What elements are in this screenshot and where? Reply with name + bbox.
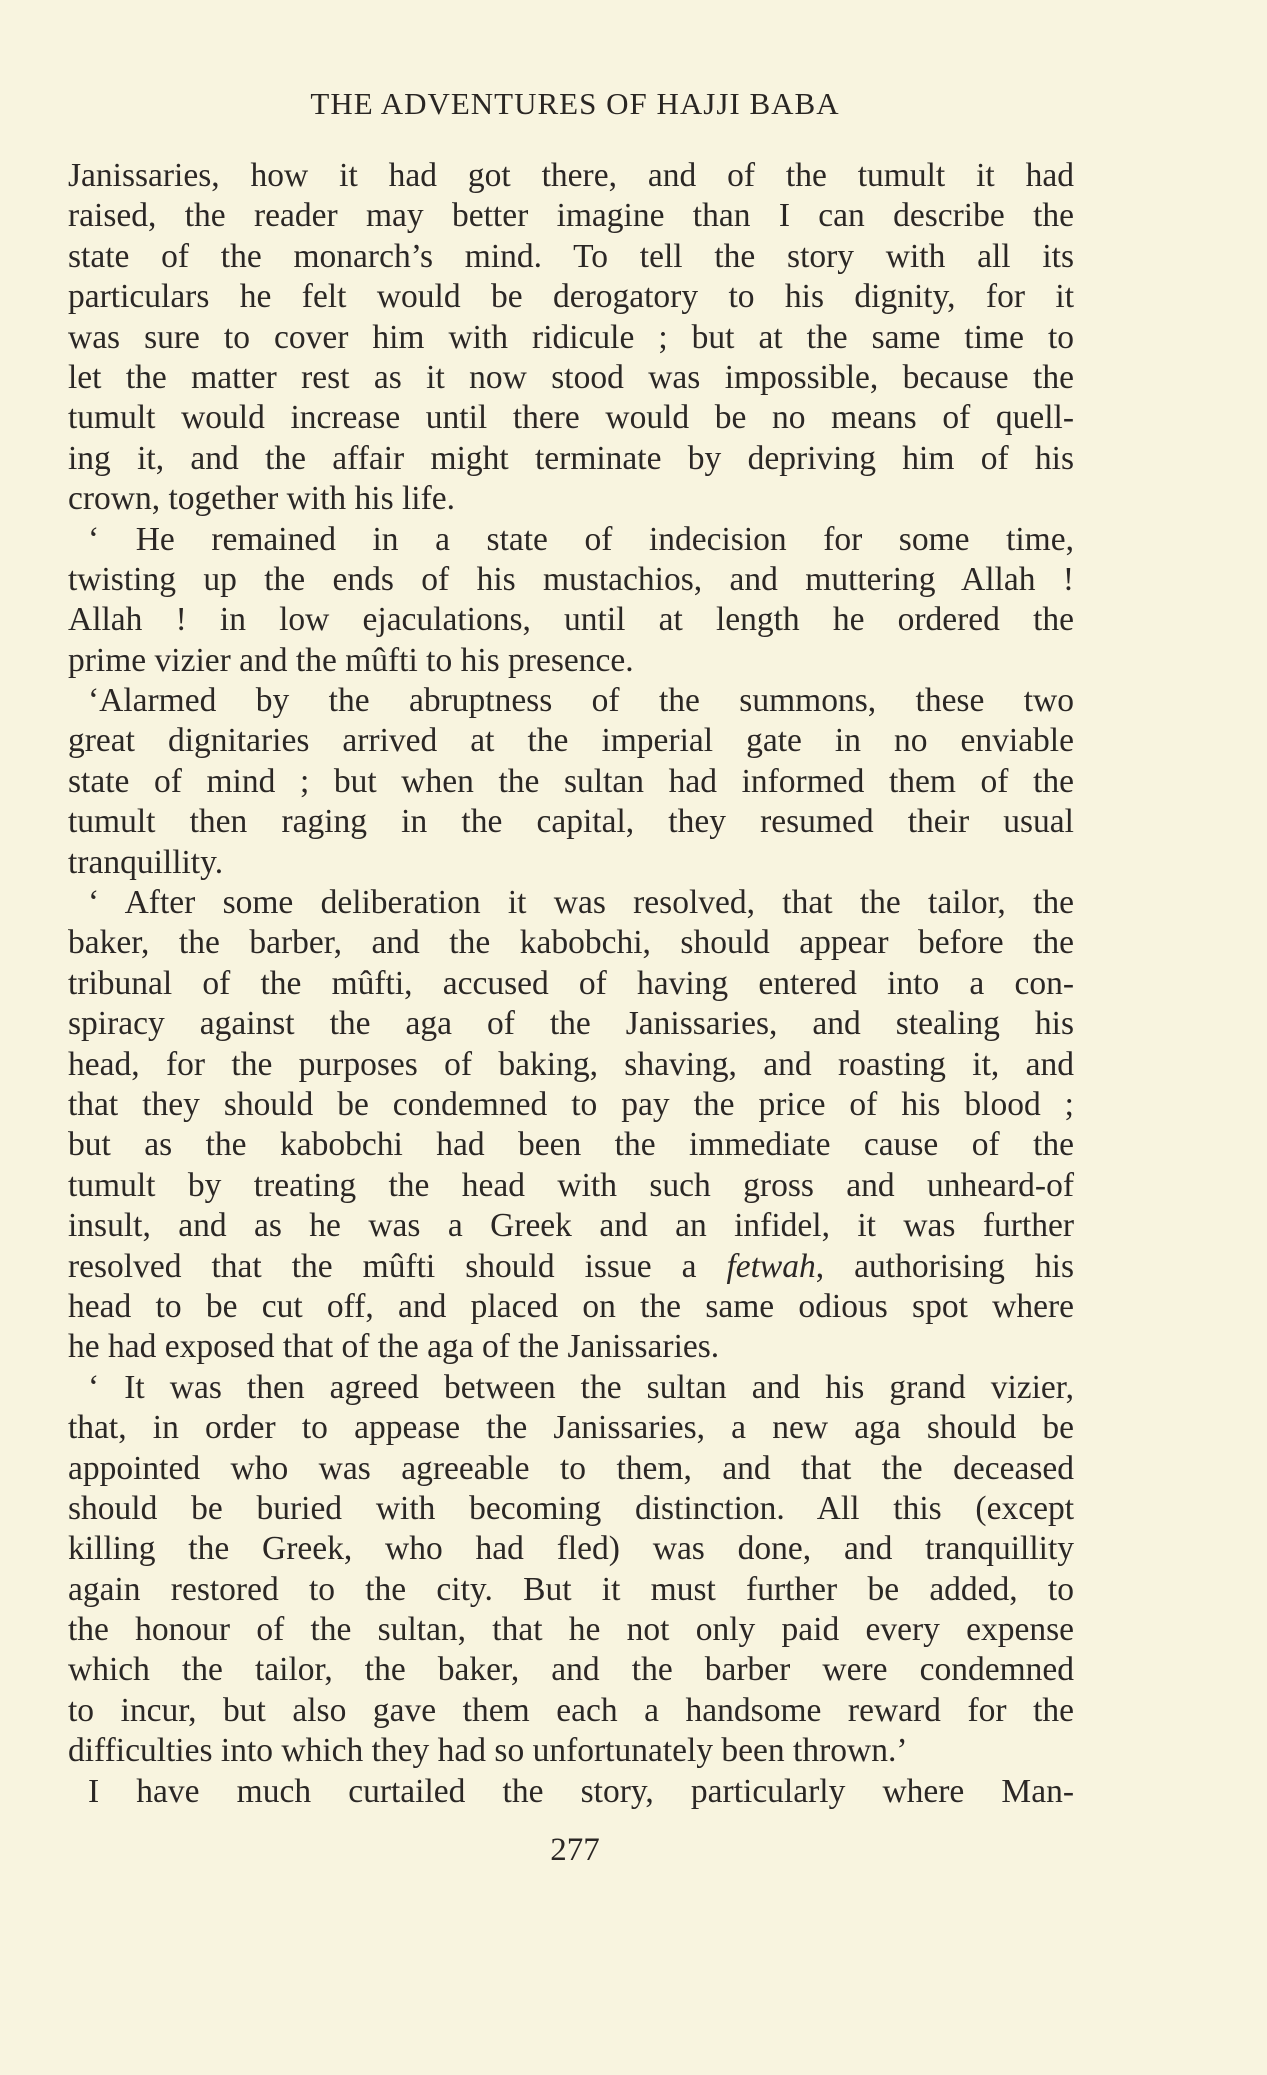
italic-term: fetwah	[726, 1247, 816, 1285]
text-line: let the matter rest as it now stood was impossible, because the	[68, 358, 1074, 396]
text-line: appointed who was agreeable to them, and that the deceased	[68, 1449, 1074, 1487]
running-head: THE ADVENTURES OF HAJJI BABA	[310, 86, 840, 121]
text-line: ‘ It was then agreed between the sultan and his grand vizier,	[88, 1368, 1074, 1406]
text-line: particulars he felt would be derogatory to his dignity, for it	[68, 278, 1074, 316]
text-line: twisting up the ends of his mustachios, and muttering Allah !	[68, 560, 1074, 598]
text-line: tumult then raging in the capital, they resumed their usual	[68, 803, 1074, 841]
text-segment: resolved that the mûfti should issue a	[68, 1247, 727, 1285]
text-line: that they should be condemned to pay the price of his blood ;	[68, 1085, 1074, 1123]
text-line: which the tailor, the baker, and the barber were condemned	[68, 1651, 1074, 1689]
text-segment: , authorising his	[815, 1247, 1074, 1285]
body-text	[68, 156, 1074, 1812]
text-line: head to be cut off, and placed on the same odious spot where	[68, 1287, 1074, 1325]
text-line: prime vizier and the mûfti to his presence.	[68, 641, 634, 679]
text-line: ‘ He remained in a state of indecision for some time,	[88, 520, 1074, 558]
text-line: tranquillity.	[68, 843, 224, 881]
text-line: ing it, and the affair might terminate by depriving him of his	[68, 439, 1074, 477]
text-line: Janissaries, how it had got there, and of the tumult it had	[68, 157, 1074, 194]
text-line: was sure to cover him with ridicule ; but at the same time to	[68, 318, 1074, 356]
text-line: tumult by treating the head with such gross and unheard-of	[68, 1166, 1074, 1204]
text-line: state of mind ; but when the sultan had informed them of the	[68, 762, 1074, 800]
text-line: difficulties into which they had so unfortunately been thrown.’	[68, 1732, 908, 1770]
text-line	[68, 1247, 1074, 1287]
text-line: ‘Alarmed by the abruptness of the summons, these two	[88, 682, 1074, 720]
text-line: baker, the barber, and the kabobchi, should appear before the	[68, 924, 1074, 962]
text-line: raised, the reader may better imagine than I can describe the	[68, 197, 1074, 235]
text-line: killing the Greek, who had fled) was done, and tranquillity	[68, 1530, 1074, 1568]
text-line: that, in order to appease the Janissaries, a new aga should be	[68, 1409, 1074, 1447]
text-line: should be buried with becoming distinction. All this (except	[68, 1489, 1074, 1527]
text-line: great dignitaries arrived at the imperial gate in no enviable	[68, 722, 1074, 760]
text-line: ‘ After some deliberation it was resolved, that the tailor, the	[88, 884, 1074, 922]
text-line: but as the kabobchi had been the immediate cause of the	[68, 1126, 1074, 1164]
text-line: state of the monarch’s mind. To tell the story with all its	[68, 237, 1074, 275]
text-line: Allah ! in low ejaculations, until at length he ordered the	[68, 601, 1074, 639]
text-line: again restored to the city. But it must further be added, to	[68, 1570, 1074, 1608]
text-line: crown, together with his life.	[68, 480, 456, 518]
text-line: he had exposed that of the aga of the Janissaries.	[68, 1328, 720, 1366]
text-line: I have much curtailed the story, particularly where Man-	[88, 1772, 1074, 1810]
text-line: tribunal of the mûfti, accused of having entered into a con-	[68, 964, 1074, 1002]
text-line: the honour of the sultan, that he not only paid every expense	[68, 1611, 1074, 1649]
page-number: 277	[550, 1832, 600, 1868]
text-line: insult, and as he was a Greek and an infidel, it was further	[68, 1207, 1074, 1245]
text-line: to incur, but also gave them each a handsome reward for the	[68, 1691, 1074, 1729]
text-line: spiracy against the aga of the Janissaries, and stealing his	[68, 1005, 1074, 1043]
text-line: head, for the purposes of baking, shaving, and roasting it, and	[68, 1045, 1074, 1083]
text-line: tumult would increase until there would be no means of quell-	[68, 399, 1074, 437]
